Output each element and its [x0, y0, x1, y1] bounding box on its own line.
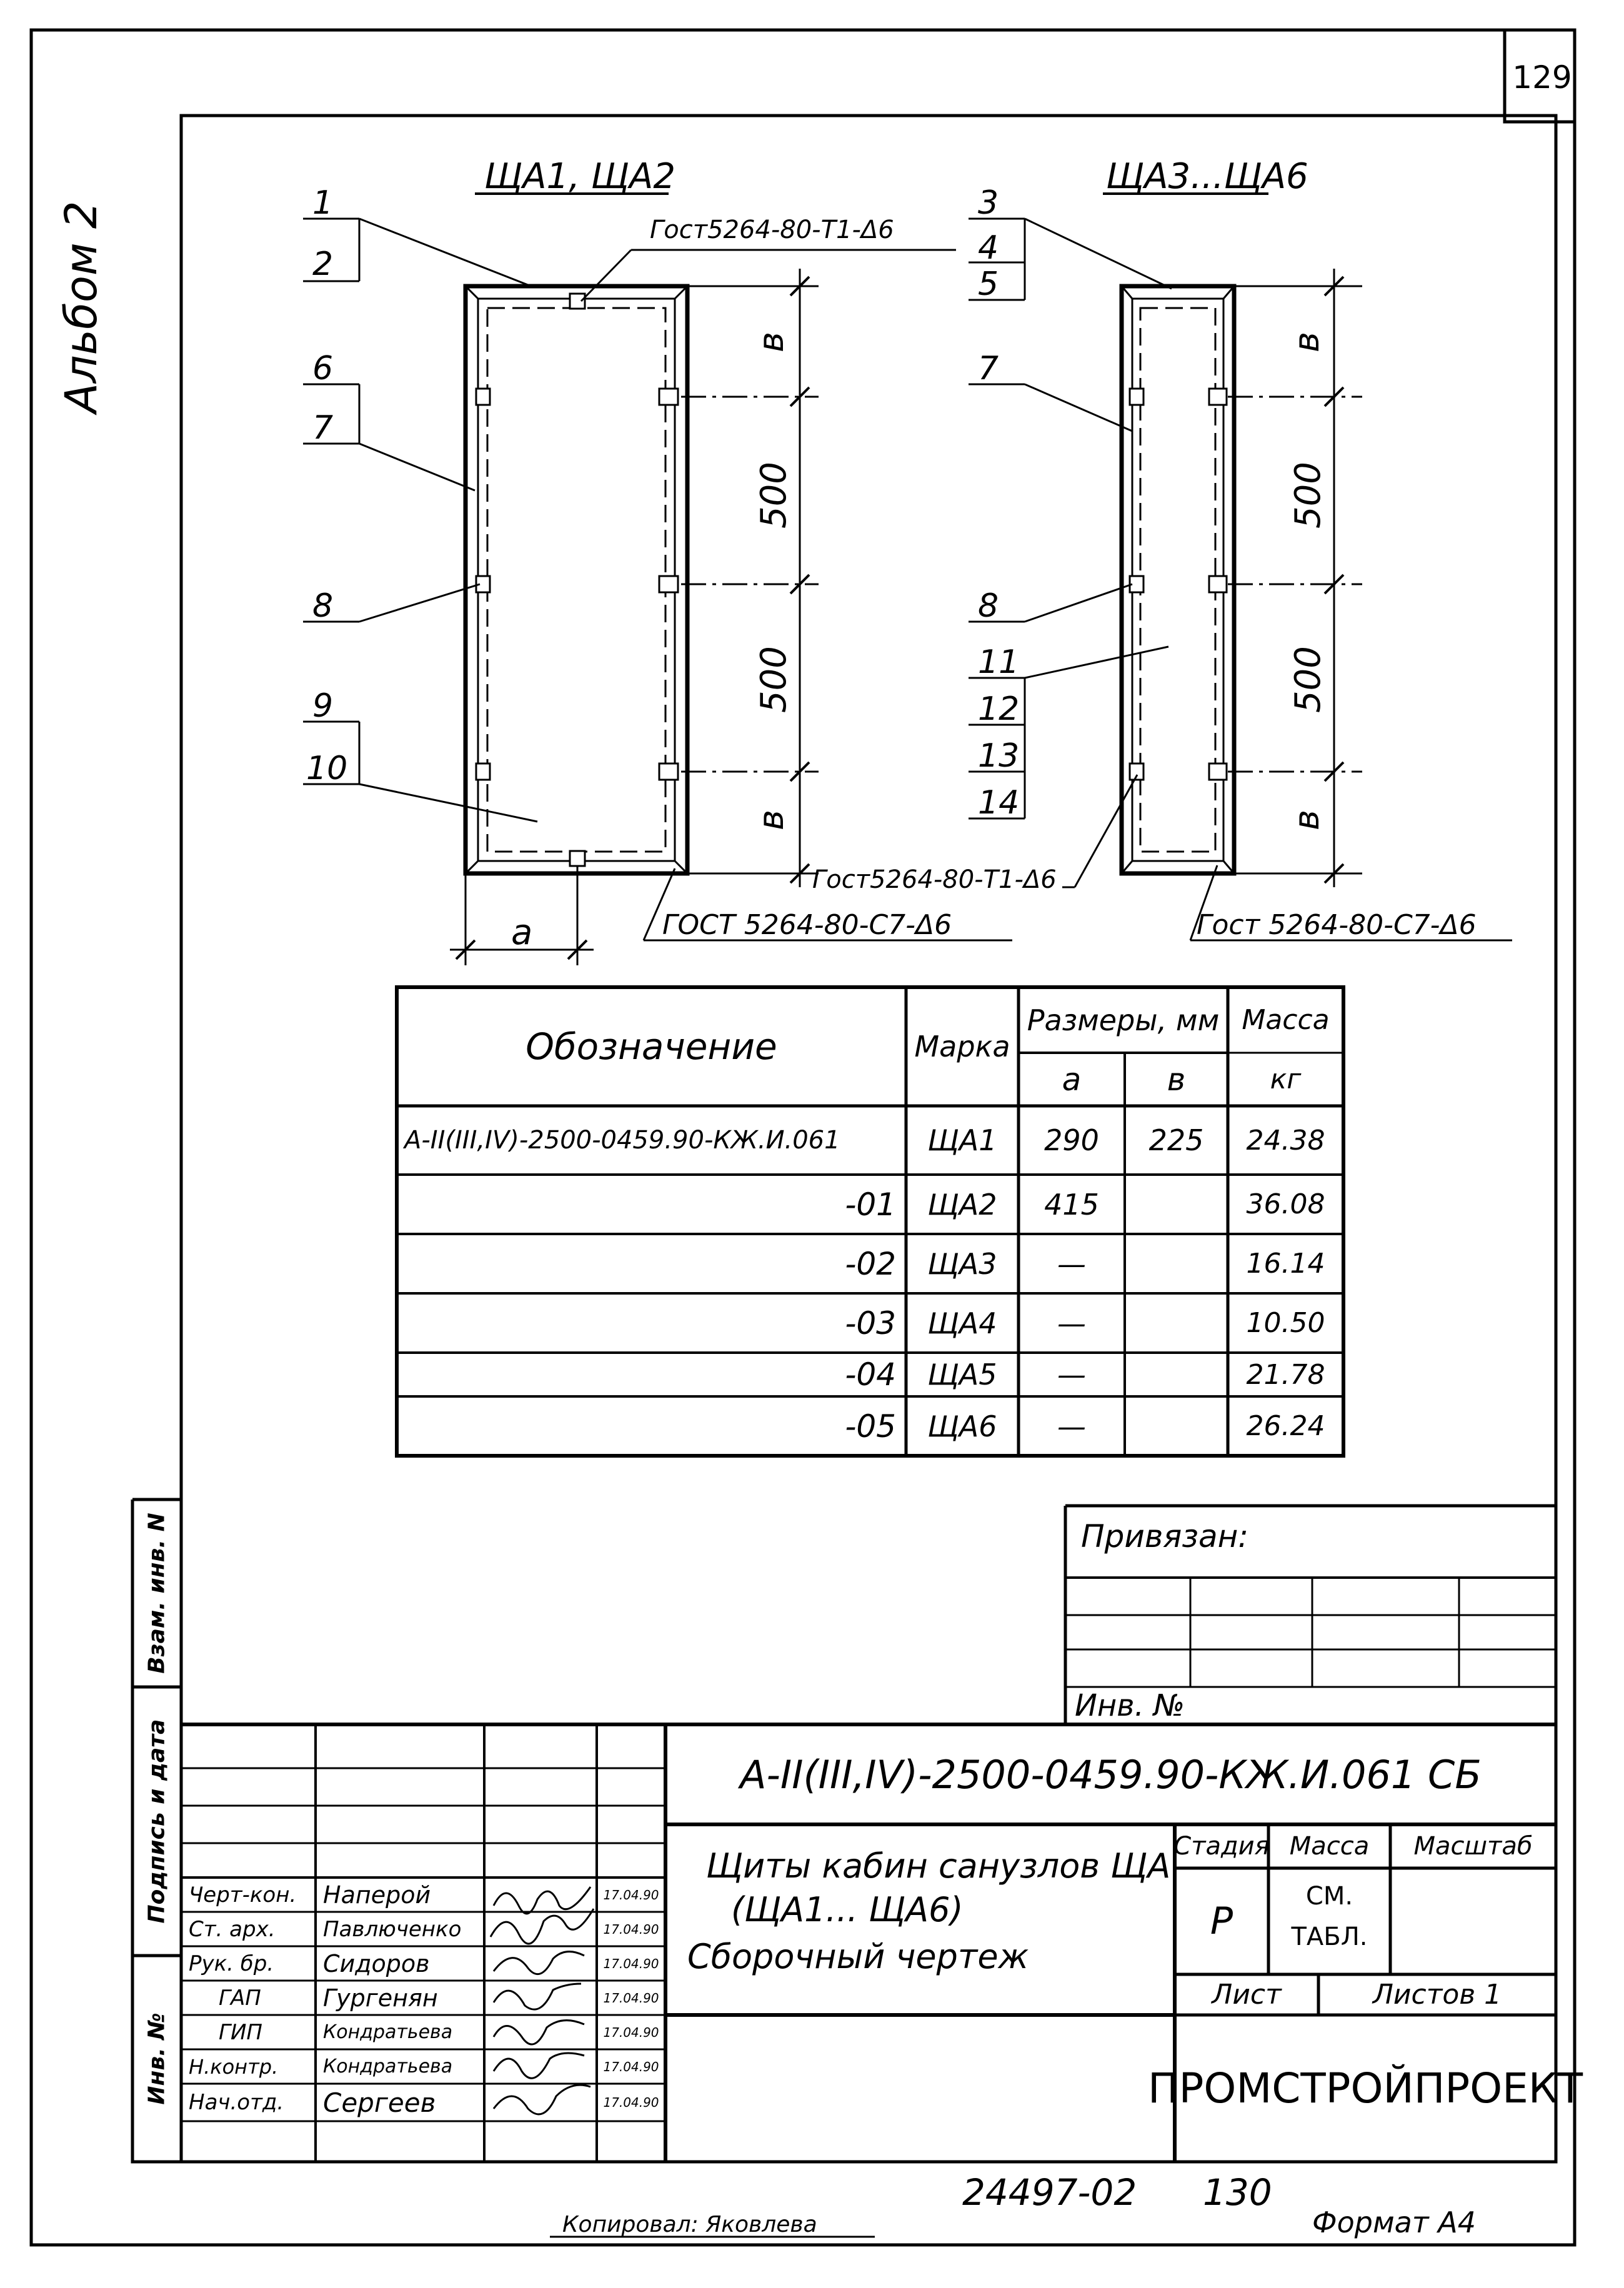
right-drawing-title: ЩА3...ЩА6 [1106, 156, 1308, 197]
callout-4: 4 [978, 229, 999, 267]
page-number: 129 [1512, 59, 1572, 96]
signer-name-6: Кондратьева [323, 2056, 453, 2077]
side-inv: Инв. № [144, 2012, 170, 2105]
copied-by: Копировал: Яковлева [562, 2212, 817, 2237]
signer-date-3: 17.04.90 [603, 1956, 659, 1971]
title-line-3: Сборочный чертеж [687, 1937, 1029, 1976]
row-6-mass: 26.24 [1246, 1410, 1325, 1442]
row-4-designation: -03 [845, 1305, 896, 1341]
callout-9: 9 [312, 687, 334, 725]
row-1-a: 290 [1044, 1123, 1099, 1157]
callout-8-left: 8 [312, 587, 334, 625]
dim-a: а [511, 912, 533, 953]
callout-13: 13 [978, 737, 1020, 775]
right-panel-drawing [969, 194, 1512, 940]
dim-b-bottom-right: в [1287, 809, 1328, 831]
binding-label: Привязан: [1081, 1518, 1249, 1554]
signer-date-5: 17.04.90 [603, 2024, 659, 2040]
dim-500-bottom-left: 500 [753, 646, 794, 713]
signer-role-3: Рук. бр. [189, 1951, 274, 1976]
callout-10: 10 [306, 750, 348, 787]
header-mass-unit: кг [1270, 1063, 1302, 1095]
dim-500-top-right: 500 [1287, 462, 1328, 529]
dim-b-top-left: в [751, 331, 792, 353]
signer-name-3: Сидоров [323, 1949, 430, 1977]
row-1-mass: 24.38 [1246, 1124, 1325, 1156]
row-6-mark: ЩА6 [927, 1409, 997, 1443]
signer-name-5: Кондратьева [323, 2021, 453, 2043]
signer-date-2: 17.04.90 [603, 1921, 659, 1937]
callout-3: 3 [978, 184, 999, 222]
callout-2: 2 [312, 246, 334, 283]
header-designation: Обозначение [526, 1025, 777, 1068]
signer-role-5: ГИП [219, 2019, 262, 2045]
row-4-mark: ЩА4 [927, 1306, 997, 1340]
row-3-a: — [1057, 1246, 1086, 1281]
sheet-label: Лист [1212, 1979, 1282, 2011]
row-5-a: — [1057, 1358, 1086, 1391]
row-3-mass: 16.14 [1246, 1248, 1325, 1280]
row-1-b: 225 [1148, 1123, 1204, 1157]
callout-8-right: 8 [978, 587, 999, 625]
row-2-mark: ЩА2 [927, 1187, 997, 1221]
row-3-mark: ЩА3 [927, 1246, 997, 1281]
callout-5: 5 [978, 266, 999, 303]
header-mass: Масса [1242, 1004, 1330, 1036]
side-vzam: Взам. инв. N [144, 1513, 170, 1674]
header-sizes: Размеры, мм [1027, 1003, 1220, 1037]
mass-value-1: СМ. [1305, 1882, 1353, 1911]
row-2-mass: 36.08 [1246, 1188, 1325, 1220]
signer-name-2: Павлюченко [323, 1916, 462, 1942]
callout-1: 1 [312, 184, 334, 222]
signer-role-2: Ст. арх. [189, 1916, 276, 1942]
row-4-mass: 10.50 [1246, 1307, 1325, 1339]
row-5-mark: ЩА5 [927, 1358, 997, 1391]
left-panel-drawing [303, 194, 1012, 965]
row-5-designation: -04 [845, 1356, 896, 1393]
album-label: Альбом 2 [56, 201, 107, 413]
row-1-mark: ЩА1 [927, 1123, 997, 1157]
row-2-a: 415 [1044, 1187, 1099, 1221]
row-6-a: — [1057, 1409, 1086, 1443]
binding-inv-label: Инв. № [1075, 1688, 1185, 1723]
row-6-designation: -05 [845, 1408, 896, 1445]
signer-name-1: Наперой [323, 1881, 431, 1909]
header-mark: Марка [914, 1030, 1010, 1063]
weld-note-bottom-left: ГОСТ 5264-80-С7-Δ6 [662, 909, 952, 941]
row-3-designation: -02 [845, 1245, 896, 1282]
callout-6: 6 [312, 350, 334, 387]
dim-500-bottom-right: 500 [1287, 646, 1328, 713]
drawing-code: А-II(III,IV)-2500-0459.90-КЖ.И.061 СБ [740, 1751, 1482, 1798]
callout-7-right: 7 [978, 350, 999, 387]
row-4-a: — [1057, 1306, 1086, 1340]
callout-11: 11 [978, 644, 1020, 681]
format-label: Формат А4 [1312, 2206, 1476, 2239]
title-line-2: (ЩА1... ЩА6) [731, 1890, 964, 1929]
callout-12: 12 [978, 690, 1020, 728]
side-podpis: Подпись и дата [144, 1719, 170, 1924]
row-1-designation: А-II(III,IV)-2500-0459.90-КЖ.И.061 [404, 1126, 840, 1155]
signer-date-4: 17.04.90 [603, 1990, 659, 2006]
callout-7-left: 7 [312, 409, 334, 447]
stage-label: Стадия [1173, 1832, 1270, 1861]
signer-date-1: 17.04.90 [603, 1887, 659, 1903]
header-b: в [1167, 1061, 1186, 1098]
mass-label: Масса [1289, 1832, 1370, 1861]
signature-scribbles [491, 1887, 594, 2114]
signer-name-7: Сергеев [323, 2087, 436, 2118]
signer-name-4: Гургенян [323, 1984, 438, 2012]
dim-500-top-left: 500 [753, 462, 794, 529]
weld-note-bottom-mid: Гост5264-80-Т1-Δ6 [812, 865, 1057, 894]
weld-note-top-left: Гост5264-80-Т1-Δ6 [650, 216, 894, 244]
signer-role-7: Нач.отд. [189, 2090, 284, 2115]
title-line-1: Щиты кабин санузлов ЩА [706, 1846, 1171, 1886]
sheets-label: Листов 1 [1372, 1979, 1502, 2011]
dim-b-bottom-left: в [751, 809, 792, 831]
dim-b-top-right: в [1287, 331, 1328, 353]
bottom-number: 24497-02 [962, 2171, 1137, 2214]
mass-value-2: ТАБЛ. [1291, 1922, 1368, 1951]
signer-role-4: ГАП [219, 1985, 261, 2011]
row-2-designation: -01 [845, 1186, 896, 1223]
org-name: ПРОМСТРОЙПРОЕКТ [1147, 2064, 1583, 2112]
callout-14: 14 [978, 784, 1020, 822]
signer-role-1: Черт-кон. [189, 1882, 297, 1907]
row-5-mass: 21.78 [1246, 1358, 1325, 1391]
signer-date-7: 17.04.90 [603, 2095, 659, 2110]
signer-role-6: Н.контр. [189, 2054, 279, 2079]
scale-label: Масштаб [1413, 1832, 1533, 1861]
signer-date-6: 17.04.90 [603, 2059, 659, 2074]
stage-value: Р [1210, 1899, 1233, 1943]
header-a: а [1062, 1061, 1082, 1098]
bottom-number-2: 130 [1203, 2171, 1272, 2214]
left-drawing-title: ЩА1, ЩА2 [484, 156, 675, 197]
weld-note-bottom-right: Гост 5264-80-С7-Δ6 [1197, 909, 1477, 941]
